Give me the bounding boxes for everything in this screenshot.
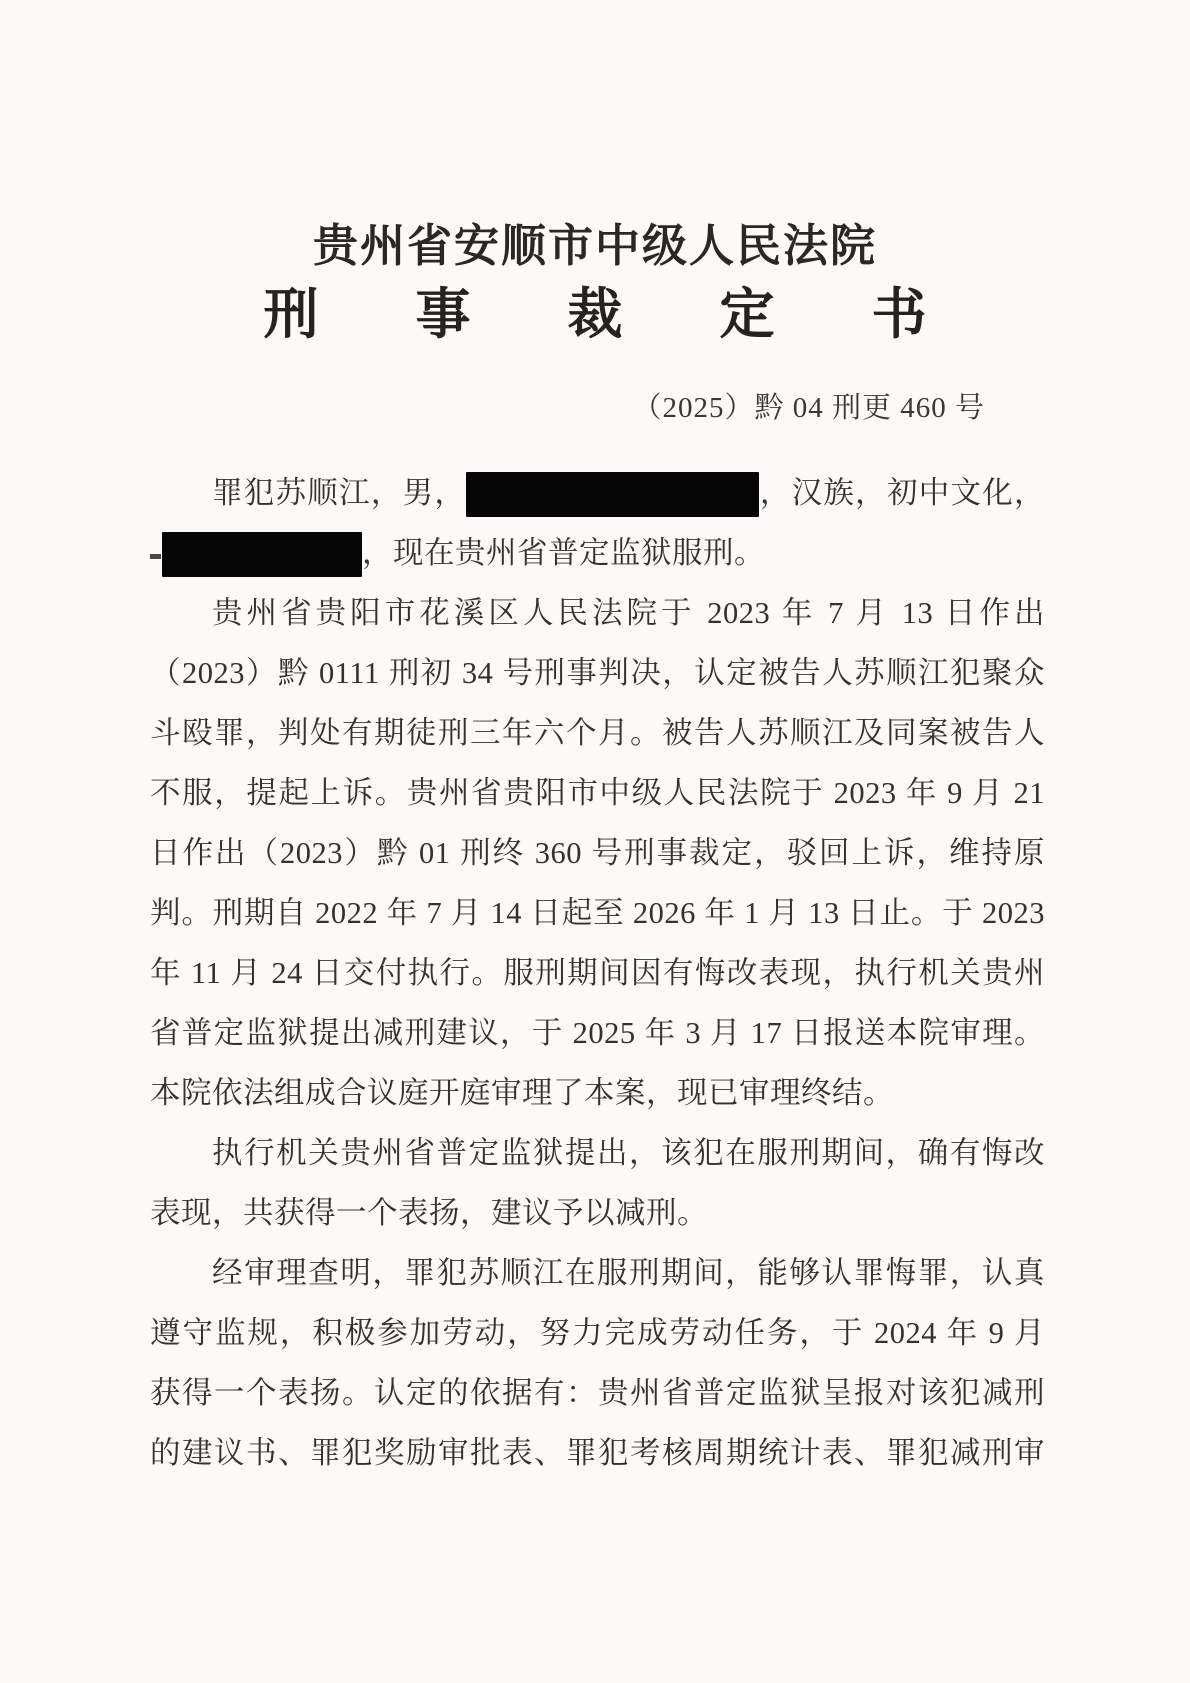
- case-number: （2025）黔 04 刑更 460 号: [632, 392, 985, 424]
- text-segment: 判。刑期自 2022 年 7 月 14 日起至 2026 年 1 月 13 日止。于 2023: [150, 896, 1045, 930]
- text-line: [150, 1423, 1045, 1483]
- text-segment: 本院依法组成合议庭开庭审理了本案，现已审理终结。: [150, 1076, 894, 1110]
- text-line: [150, 523, 1045, 583]
- partial-character-mark: [150, 554, 161, 559]
- court-name: 贵州省安顺市中级人民法院: [312, 221, 877, 271]
- text-segment: 斗殴罪，判处有期徒刑三年六个月。被告人苏顺江及同案被告人: [150, 716, 1045, 750]
- text-line: [150, 1063, 1045, 1123]
- text-line: [150, 1123, 1045, 1183]
- text-segment: 经审理查明，罪犯苏顺江在服刑期间，能够认罪悔罪，认真: [212, 1256, 1045, 1290]
- text-segment: 省普定监狱提出减刑建议，于 2025 年 3 月 17 日报送本院审理。: [150, 1016, 1045, 1050]
- text-segment: （2023）黔 0111 刑初 34 号刑事判决，认定被告人苏顺江犯聚众: [150, 656, 1045, 690]
- text-segment: ，汉族，初中文化，: [759, 476, 1046, 510]
- document-body: [150, 463, 1045, 1483]
- paragraph-case-history: [150, 583, 1045, 1123]
- text-line: [150, 1003, 1045, 1063]
- text-line: [150, 1303, 1045, 1363]
- paragraph-prison-proposal: [150, 1123, 1045, 1243]
- text-segment: ，现在贵州省普定监狱服刑。: [362, 536, 765, 570]
- text-segment: 的建议书、罪犯奖励审批表、罪犯考核周期统计表、罪犯减刑审: [150, 1436, 1045, 1470]
- text-segment: 不服，提起上诉。贵州省贵阳市中级人民法院于 2023 年 9 月 21: [150, 776, 1045, 810]
- text-line: [150, 1243, 1045, 1303]
- text-line: [150, 703, 1045, 763]
- text-segment: 日作出（2023）黔 01 刑终 360 号刑事裁定，驳回上诉，维持原: [150, 836, 1045, 870]
- text-line: [150, 883, 1045, 943]
- document-type-title: 刑事裁定书: [263, 284, 1024, 345]
- paragraph-court-findings: [150, 1243, 1045, 1483]
- redaction-bar: [466, 472, 759, 517]
- text-line: [150, 1363, 1045, 1423]
- text-segment: 遵守监规，积极参加劳动，努力完成劳动任务，于 2024 年 9 月: [150, 1316, 1045, 1350]
- text-line: [150, 823, 1045, 883]
- text-segment: 表现，共获得一个表扬，建议予以减刑。: [150, 1196, 708, 1230]
- text-segment: 贵州省贵阳市花溪区人民法院于 2023 年 7 月 13 日作出: [212, 596, 1045, 630]
- document-header: [0, 0, 1190, 423]
- text-line: [150, 463, 1045, 523]
- text-line: [150, 1183, 1045, 1243]
- text-line: [150, 643, 1045, 703]
- paragraph-defendant-info: [150, 463, 1045, 583]
- document-type-row: [0, 284, 1190, 345]
- text-segment: 罪犯苏顺江，男，: [212, 476, 467, 510]
- text-line: [150, 583, 1045, 643]
- text-line: [150, 763, 1045, 823]
- text-line: [150, 943, 1045, 1003]
- text-segment: 获得一个表扬。认定的依据有：贵州省普定监狱呈报对该犯减刑: [150, 1376, 1045, 1410]
- redaction-bar: [162, 532, 362, 577]
- text-segment: 执行机关贵州省普定监狱提出，该犯在服刑期间，确有悔改: [212, 1136, 1045, 1170]
- text-segment: 年 11 月 24 日交付执行。服刑期间因有悔改表现，执行机关贵州: [150, 956, 1045, 990]
